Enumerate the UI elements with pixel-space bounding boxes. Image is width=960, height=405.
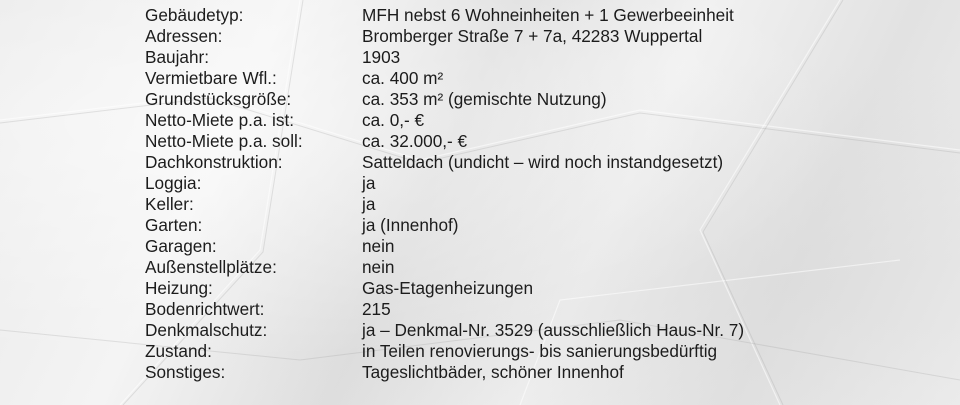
field-value: ca. 400 m²: [362, 68, 444, 88]
row-miete-soll: [0, 131, 960, 152]
field-label: Denkmalschutz:: [145, 320, 268, 340]
field-label: Baujahr:: [145, 47, 210, 67]
field-label: Netto-Miete p.a. soll:: [145, 131, 303, 151]
field-value: Satteldach (undicht – wird noch instandgesetzt): [362, 152, 724, 172]
field-value: ca. 32.000,- €: [362, 131, 468, 151]
field-value: ja: [362, 173, 376, 193]
field-label: Netto-Miete p.a. ist:: [145, 110, 295, 130]
field-value: Gas-Etagenheizungen: [362, 278, 534, 298]
row-wohnflaeche: [0, 68, 960, 89]
row-grundstuecksgroesse: [0, 89, 960, 110]
field-label: Bodenrichtwert:: [145, 299, 265, 319]
row-garagen: [0, 236, 960, 257]
field-value: nein: [362, 236, 395, 256]
field-value: ca. 353 m² (gemischte Nutzung): [362, 89, 607, 109]
field-label: Loggia:: [145, 173, 202, 193]
row-keller: [0, 194, 960, 215]
field-label: Dachkonstruktion:: [145, 152, 283, 172]
field-value: nein: [362, 257, 395, 277]
row-garten: [0, 215, 960, 236]
field-label: Garten:: [145, 215, 203, 235]
row-heizung: [0, 278, 960, 299]
row-denkmalschutz: [0, 320, 960, 341]
field-label: Vermietbare Wfl.:: [145, 68, 277, 88]
row-gebaeudetyp: [0, 5, 960, 26]
row-loggia: [0, 173, 960, 194]
field-label: Heizung:: [145, 278, 213, 298]
field-value: ja: [362, 194, 376, 214]
field-value: Tageslichtbäder, schöner Innenhof: [362, 362, 624, 382]
field-label: Außenstellplätze:: [145, 257, 277, 277]
row-aussenstellplaetze: [0, 257, 960, 278]
row-zustand: [0, 341, 960, 362]
field-value: Bromberger Straße 7 + 7a, 42283 Wuppertal: [362, 26, 703, 46]
field-value: in Teilen renovierungs- bis sanierungsbedürftig: [362, 341, 718, 361]
field-label: Gebäudetyp:: [145, 5, 244, 25]
field-value: 215: [362, 299, 391, 319]
field-value: 1903: [362, 47, 401, 67]
field-label: Zustand:: [145, 341, 212, 361]
field-label: Adressen:: [145, 26, 223, 46]
field-label: Keller:: [145, 194, 194, 214]
row-dachkonstruktion: [0, 152, 960, 173]
row-bodenrichtwert: [0, 299, 960, 320]
field-label: Garagen:: [145, 236, 217, 256]
row-baujahr: [0, 47, 960, 68]
field-value: ja – Denkmal-Nr. 3529 (ausschließlich Haus-Nr. 7): [362, 320, 745, 340]
row-miete-ist: [0, 110, 960, 131]
field-value: ca. 0,- €: [362, 110, 425, 130]
row-sonstiges: [0, 362, 960, 383]
row-adressen: [0, 26, 960, 47]
field-value: MFH nebst 6 Wohneinheiten + 1 Gewerbeeinheit: [362, 5, 734, 25]
field-value: ja (Innenhof): [362, 215, 459, 235]
field-label: Grundstücksgröße:: [145, 89, 292, 109]
field-label: Sonstiges:: [145, 362, 226, 382]
